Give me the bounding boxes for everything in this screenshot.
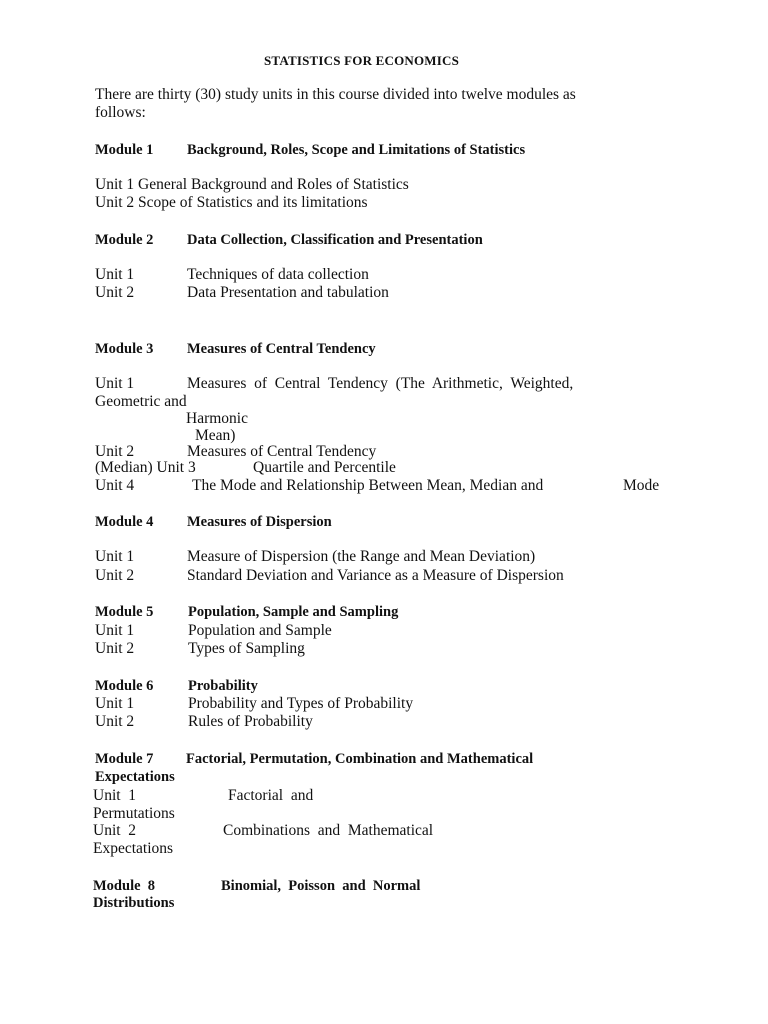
module-4-label: Module 4 <box>95 514 154 530</box>
module-7-unit-2-cont: Expectations <box>93 840 174 857</box>
module-4-title: Measures of Dispersion <box>187 514 332 530</box>
module-1-unit-1: Unit 1 General Background and Roles of Statistics <box>95 176 409 193</box>
module-5-title: Population, Sample and Sampling <box>188 604 399 620</box>
module-3-unit-4-tail: Mode <box>623 477 660 494</box>
module-3-unit-1-cont-2: Harmonic <box>186 410 248 427</box>
module-3-unit-4-label: Unit 4 <box>95 477 135 494</box>
module-3-unit-3-text: Quartile and Percentile <box>253 459 396 476</box>
module-6-unit-1-text: Probability and Types of Probability <box>188 695 414 712</box>
page-title: STATISTICS FOR ECONOMICS <box>264 53 460 68</box>
module-1-title: Background, Roles, Scope and Limitations of Statistics <box>187 142 526 158</box>
module-2-unit-2-label: Unit 2 <box>95 284 135 301</box>
module-4-unit-2-text: Standard Deviation and Variance as a Measure of Dispersion <box>187 567 564 584</box>
module-4-unit-1-text: Measure of Dispersion (the Range and Mean Deviation) <box>187 548 536 565</box>
module-5-unit-2-text: Types of Sampling <box>188 640 305 657</box>
module-6-label: Module 6 <box>95 678 154 694</box>
module-6-unit-2-text: Rules of Probability <box>188 713 313 730</box>
module-2-title: Data Collection, Classification and Presentation <box>187 232 483 248</box>
module-2-label: Module 2 <box>95 232 154 248</box>
module-3-title: Measures of Central Tendency <box>187 341 376 357</box>
module-5-unit-1-label: Unit 1 <box>95 622 135 639</box>
module-3-unit-2-cont: (Median) Unit 3 <box>95 459 196 476</box>
module-6-unit-2-label: Unit 2 <box>95 713 135 730</box>
module-6-title: Probability <box>188 678 258 694</box>
module-3-unit-1-cont-3: Mean) <box>195 427 236 444</box>
module-7-label: Module 7 <box>95 751 154 767</box>
module-8-title: Binomial, Poisson and Normal <box>221 878 421 894</box>
module-1-label: Module 1 <box>95 142 154 158</box>
module-8-label: Module 8 <box>93 878 156 894</box>
module-2-unit-1-text: Techniques of data collection <box>187 266 369 283</box>
intro-line-2: follows: <box>95 104 146 121</box>
module-8-title-cont: Distributions <box>93 895 175 911</box>
module-7-unit-1-cont: Permutations <box>93 805 175 822</box>
intro-line-1: There are thirty (30) study units in this course divided into twelve modules as <box>95 86 576 103</box>
module-5-label: Module 5 <box>95 604 154 620</box>
module-3-label: Module 3 <box>95 341 154 357</box>
module-3-unit-2-label: Unit 2 <box>95 443 135 460</box>
module-7-title-cont: Expectations <box>95 769 175 785</box>
module-7-unit-1-text: Factorial and <box>228 787 314 804</box>
module-3-unit-1-text: Measures of Central Tendency (The Arithmetic, Weighted, <box>187 375 574 392</box>
module-7-unit-1-label: Unit 1 <box>93 787 137 804</box>
module-6-unit-1-label: Unit 1 <box>95 695 135 712</box>
module-2-unit-2-text: Data Presentation and tabulation <box>187 284 389 301</box>
module-1-unit-2: Unit 2 Scope of Statistics and its limitations <box>95 194 368 211</box>
module-7-title: Factorial, Permutation, Combination and Mathematical <box>186 751 534 767</box>
module-3-unit-1-label: Unit 1 <box>95 375 135 392</box>
module-7-unit-2-text: Combinations and Mathematical <box>223 822 434 839</box>
module-3-unit-4-text: The Mode and Relationship Between Mean, Median and <box>192 477 544 494</box>
module-3-unit-2-text: Measures of Central Tendency <box>187 443 377 460</box>
module-2-unit-1-label: Unit 1 <box>95 266 135 283</box>
module-4-unit-2-label: Unit 2 <box>95 567 135 584</box>
module-5-unit-2-label: Unit 2 <box>95 640 135 657</box>
module-4-unit-1-label: Unit 1 <box>95 548 135 565</box>
module-5-unit-1-text: Population and Sample <box>188 622 332 639</box>
module-7-unit-2-label: Unit 2 <box>93 822 137 839</box>
module-3-unit-1-cont-1: Geometric and <box>95 393 187 410</box>
